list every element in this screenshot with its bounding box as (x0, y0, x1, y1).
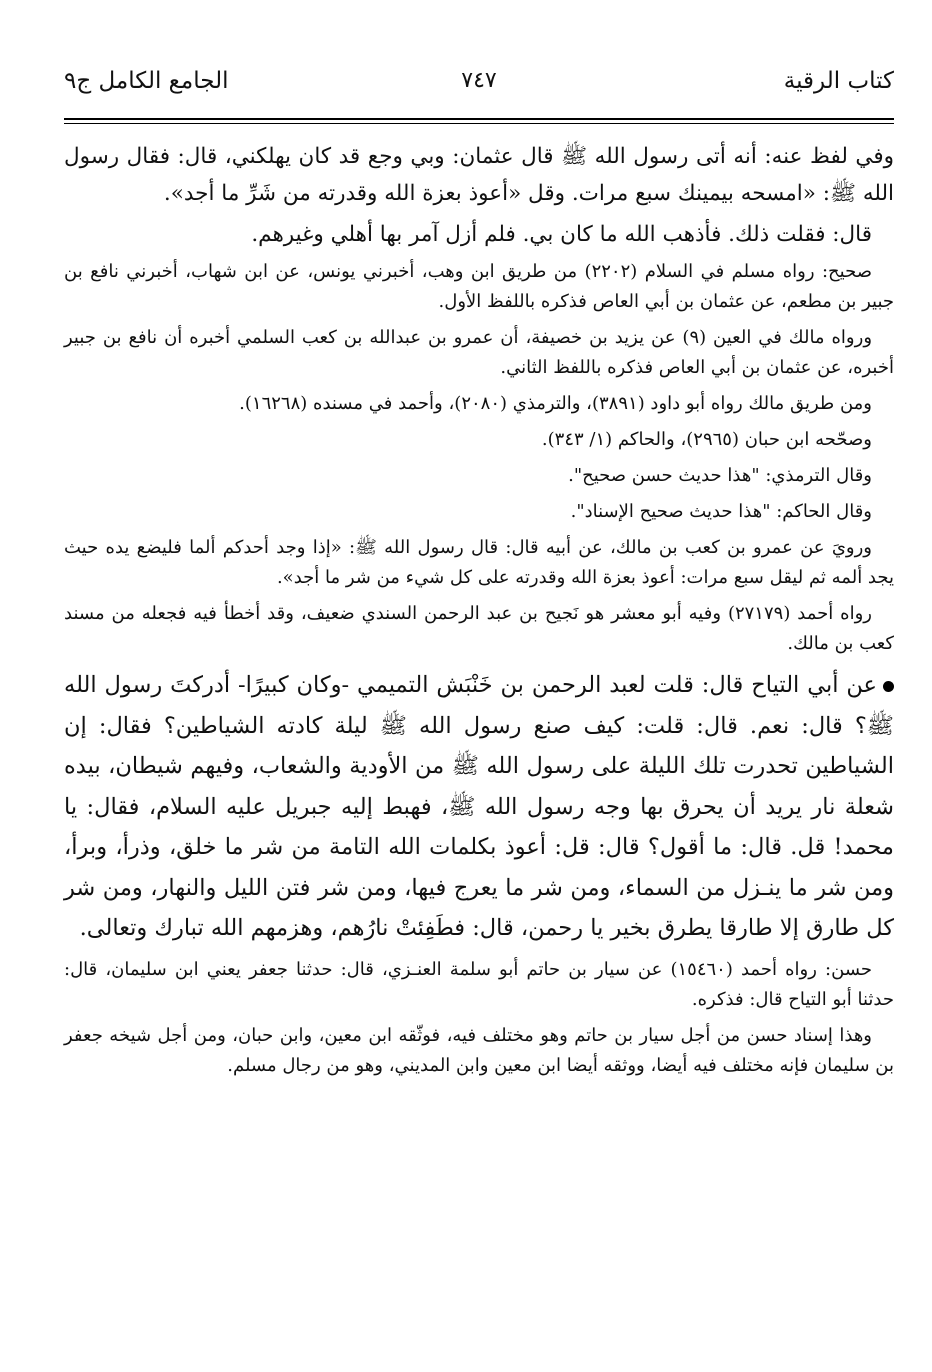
commentary-paragraph: وقال الترمذي: "هذا حديث حسن صحيح". (568, 465, 872, 486)
hadith-entry-text: عن أبي التياح قال: قلت لعبد الرحمن بن خَنْبَش التميمي -وكان كبيرًا- أدركتَ رسول الله ﷺ؟ قال: نعم. قال: قلت: كيف صنع رسول الله ﷺ ليلة كادته الشياطين؟ فقال: إن الشياطين تحدرت تلك الليلة على رسول الله ﷺ من الأودية والشعاب، وفيهم شيطان، بيده شعلة نار يريد أن يحرق بها وجه رسول الله ﷺ، فهبط إليه جبريل عليه السلام، فقال: يا محمد! قل. قال: ما أقول؟ قال: قل: أعوذ بكلمات الله التامة من شر ما خلق، وذرأ، وبرأ، ومن شر ما ينـزل من السماء، ومن شر ما يعرج فيها، ومن شر فتن الليل والنهار، ومن شر كل طارق إلا طارقا يطرق بخير يا رحمن، قال: فطَفِئتْ نارُهم، وهزمهم الله تبارك وتعالى. (64, 672, 894, 941)
bullet-dot-icon (883, 681, 894, 692)
commentary-paragraph: ورواه مالك في العين (٩) عن يزيد بن خصيفة، أن عمرو بن عبدالله بن كعب السلمي أخبره أن نافع بن جبير أخبره، عن عثمان بن أبي العاص فذكره باللفظ الثاني. (64, 327, 894, 378)
commentary-paragraph: ورويَ عن عمرو بن كعب بن مالك، عن أبيه قال: قال رسول الله ﷺ: «إذا وجد أحدكم ألما فليضع يده حيث يجد ألمه ثم ليقل سبع مرات: أعوذ بعزة الله وقدرته على كل شيء من شر ما أجد». (64, 537, 894, 588)
header-rule-thick (64, 118, 894, 120)
book-title: الجامع الكامل ج٩ (64, 68, 229, 94)
hadith-entry (64, 665, 894, 949)
page-body (64, 138, 894, 1087)
page-number: ٧٤٧ (461, 68, 497, 93)
commentary-paragraph: صحيح: رواه مسلم في السلام (٢٢٠٢) من طريق ابن وهب، أخبرني يونس، عن ابن شهاب، أخبرني نافع بن جبير بن مطعم، عن عثمان بن أبي العاص فذكره باللفظ الأول. (64, 261, 894, 312)
hadith-text: قال: فقلت ذلك. فأذهب الله ما كان بي. فلم أزل آمر بها أهلي وغيرهم. (251, 222, 872, 247)
commentary-paragraph: حسن: رواه أحمد (١٥٤٦٠) عن سيار بن حاتم أبو سلمة العنـزي، قال: حدثنا جعفر يعني ابن سليمان، قال: حدثنا أبو التياح قال: فذكره. (64, 958, 894, 1010)
commentary-paragraph: وهذا إسناد حسن من أجل سيار بن حاتم وهو مختلف فيه، فوثّقه ابن معين، وابن حبان، ومن أجل شيخه جعفر بن سليمان فإنه مختلف فيه أيضا، ووثقه أيضا ابن معين وابن المديني، وهو من رجال مسلم. (64, 1024, 894, 1076)
commentary-paragraph: وصحّحه ابن حبان (٢٩٦٥)، والحاكم (١/ ٣٤٣). (541, 429, 872, 450)
hadith-text: وفي لفظ عنه: أنه أتى رسول الله ﷺ قال عثمان: وبي وجع قد كان يهلكني، قال: فقال رسول الله ﷺ: «امسحه بيمينك سبع مرات. وقل «أعوذ بعزة الله وقدرته من شَرِّ ما أجد». (64, 144, 894, 206)
commentary-paragraph: رواه أحمد (٢٧١٧٩) وفيه أبو معشر هو نَجيح بن عبد الرحمن السندي ضعيف، وقد أخطأ فيه فجعله من مسند كعب بن مالك. (64, 603, 894, 654)
page-header (64, 68, 894, 108)
header-rule-thin (64, 123, 894, 124)
chapter-title: كتاب الرقية (783, 68, 894, 94)
commentary-paragraph: وقال الحاكم: "هذا حديث صحيح الإسناد". (570, 501, 872, 522)
commentary-paragraph: ومن طريق مالك رواه أبو داود (٣٨٩١)، والترمذي (٢٠٨٠)، وأحمد في مسنده (١٦٢٦٨). (239, 393, 872, 414)
